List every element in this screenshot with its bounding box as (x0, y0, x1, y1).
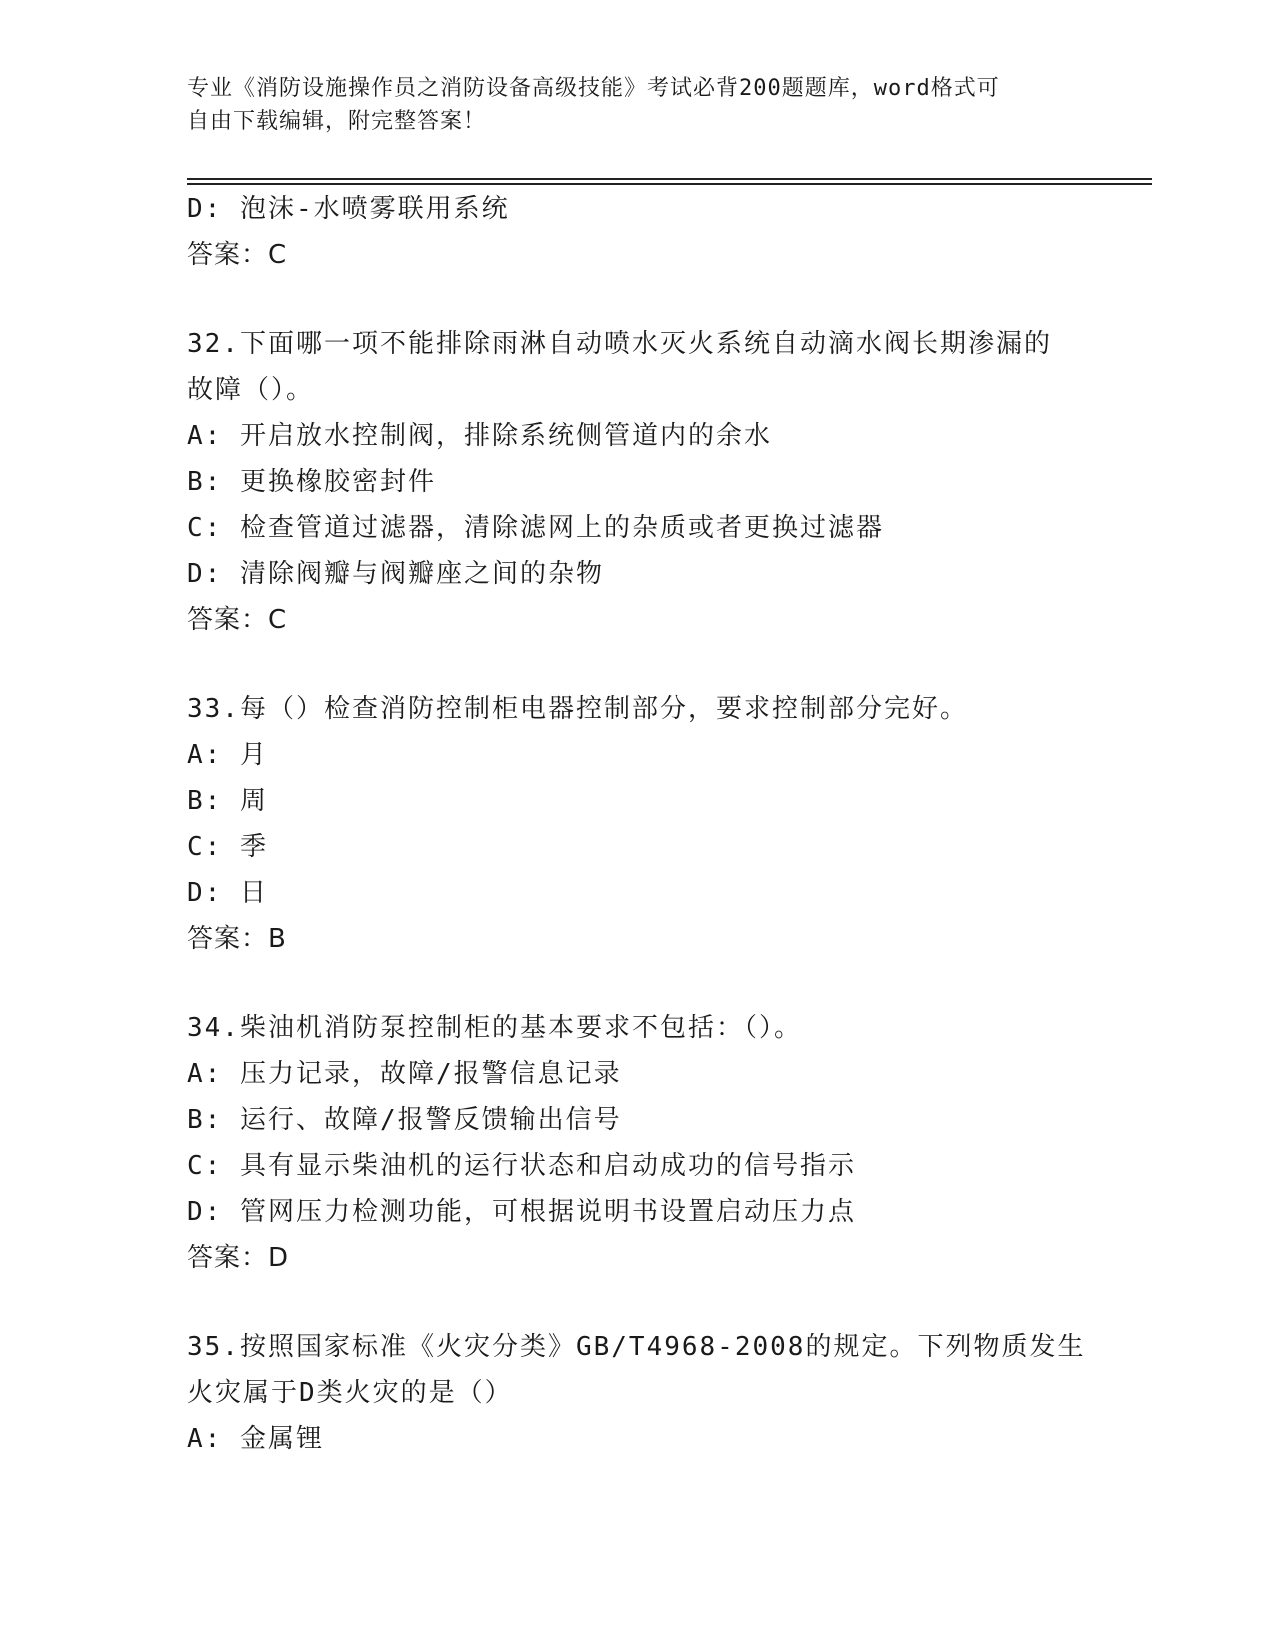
option-a: A: 金属锂 (187, 1424, 324, 1454)
header-divider-bottom (187, 183, 1152, 185)
option-d: D: 泡沫-水喷雾联用系统 (187, 194, 510, 224)
option-c: C: 季 (187, 832, 268, 862)
header-divider-top (187, 178, 1152, 180)
question-stem: 33.每（）检查消防控制柜电器控制部分，要求控制部分完好。 (187, 694, 968, 724)
answer-text: 答案：C (187, 240, 288, 270)
answer-text: 答案：B (187, 924, 287, 954)
question-33 (187, 686, 1087, 962)
document-header (187, 72, 1067, 138)
option-a: A: 压力记录，故障/报警信息记录 (187, 1059, 622, 1089)
document-body (187, 186, 1087, 1462)
question-stem: 32.下面哪一项不能排除雨淋自动喷水灭火系统自动滴水阀长期渗漏的 (187, 329, 1052, 359)
option-b: B: 更换橡胶密封件 (187, 467, 436, 497)
question-stem-continued: 故障（）。 (187, 375, 315, 405)
header-line-1: 专业《消防设施操作员之消防设备高级技能》考试必背200题题库，word格式可 (187, 76, 1000, 101)
question-stem: 34.柴油机消防泵控制柜的基本要求不包括：（）。 (187, 1013, 802, 1043)
option-d: D: 日 (187, 878, 268, 908)
option-a: A: 开启放水控制阀，排除系统侧管道内的余水 (187, 421, 772, 451)
option-d: D: 清除阀瓣与阀瓣座之间的杂物 (187, 559, 604, 589)
option-c: C: 检查管道过滤器，清除滤网上的杂质或者更换过滤器 (187, 513, 884, 543)
option-b: B: 运行、故障/报警反馈输出信号 (187, 1105, 622, 1135)
answer-text: 答案：D (187, 1243, 290, 1273)
option-a: A: 月 (187, 740, 268, 770)
header-line-2: 自由下载编辑，附完整答案！ (187, 109, 487, 134)
question-35 (187, 1324, 1087, 1462)
question-stem: 35.按照国家标准《火灾分类》GB/T4968-2008的规定。下列物质发生 (187, 1332, 1086, 1362)
question-32 (187, 321, 1087, 643)
question-stem-continued: 火灾属于D类火灾的是（） (187, 1378, 513, 1408)
option-b: B: 周 (187, 786, 268, 816)
option-c: C: 具有显示柴油机的运行状态和启动成功的信号指示 (187, 1151, 856, 1181)
answer-text: 答案：C (187, 605, 288, 635)
question-34 (187, 1005, 1087, 1281)
option-d: D: 管网压力检测功能，可根据说明书设置启动压力点 (187, 1197, 856, 1227)
